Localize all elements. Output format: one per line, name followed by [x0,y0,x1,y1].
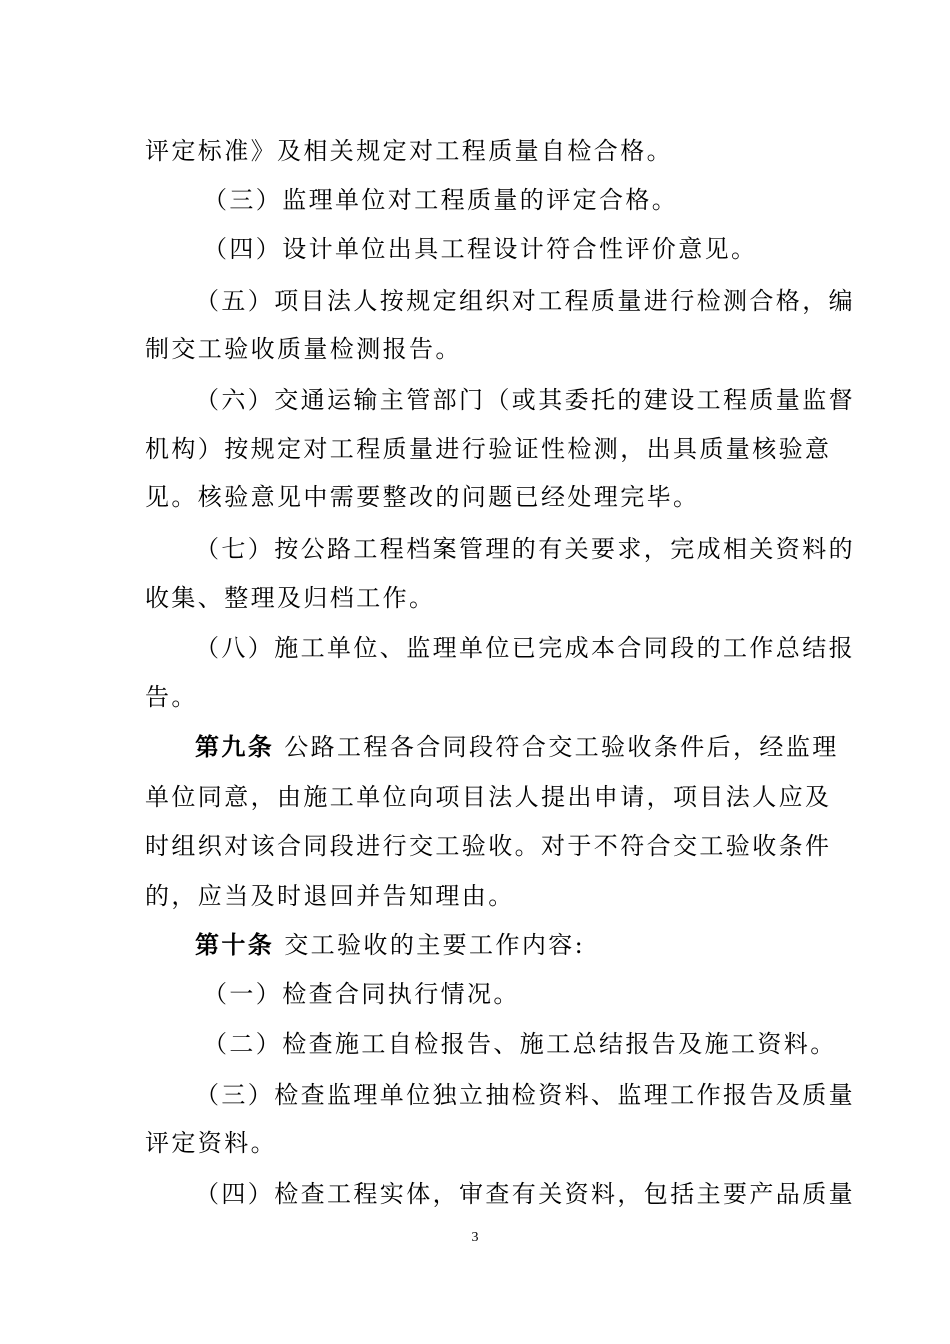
text-line-8: 见。核验意见中需要整改的问题已经处理完毕。 [145,483,700,511]
article-10-line [195,925,811,965]
text-line-22: （四）检查工程实体，审查有关资料，包括主要产品质量 [195,1180,855,1208]
text-line-18: （一）检查合同执行情况。 [203,980,520,1008]
text-line-14: 单位同意，由施工单位向项目法人提出申请，项目法人应及 [145,783,832,811]
text-line-16: 的，应当及时退回并告知理由。 [145,882,515,910]
text-line-1: 评定标准》及相关规定对工程质量自检合格。 [145,137,673,165]
text-line-12: 告。 [145,683,198,711]
text-line-7: 机构）按规定对工程质量进行验证性检测，出具质量核验意 [145,435,832,463]
text-line-9: （七）按公路工程档案管理的有关要求，完成相关资料的 [195,535,855,563]
text-line-21: 评定资料。 [145,1129,277,1157]
text-line-5: 制交工验收质量检测报告。 [145,335,462,363]
text-line-11: （八）施工单位、监理单位已完成本合同段的工作总结报 [195,634,855,662]
text-line-10: 收集、整理及归档工作。 [145,584,436,612]
text-line-2: （三）监理单位对工程质量的评定合格。 [203,186,679,214]
page-number: 3 [471,1230,479,1245]
text-line-19: （二）检查施工自检报告、施工总结报告及施工资料。 [203,1030,837,1058]
text-line-3: （四）设计单位出具工程设计符合性评价意见。 [203,235,758,263]
article-9-text: 公路工程各合同段符合交工验收条件后，经监理 [284,733,839,761]
article-10-text: 交工验收的主要工作内容: [284,931,586,959]
article-9-line [195,727,839,767]
text-line-6: （六）交通运输主管部门（或其委托的建设工程质量监督 [195,386,855,414]
article-9-heading: 第九条 [195,732,275,761]
text-line-15: 时组织对该合同段进行交工验收。对于不符合交工验收条件 [145,832,832,860]
article-10-heading: 第十条 [195,930,275,959]
text-line-20: （三）检查监理单位独立抽检资料、监理工作报告及质量 [195,1081,855,1109]
text-line-4: （五）项目法人按规定组织对工程质量进行检测合格，编 [195,287,855,315]
